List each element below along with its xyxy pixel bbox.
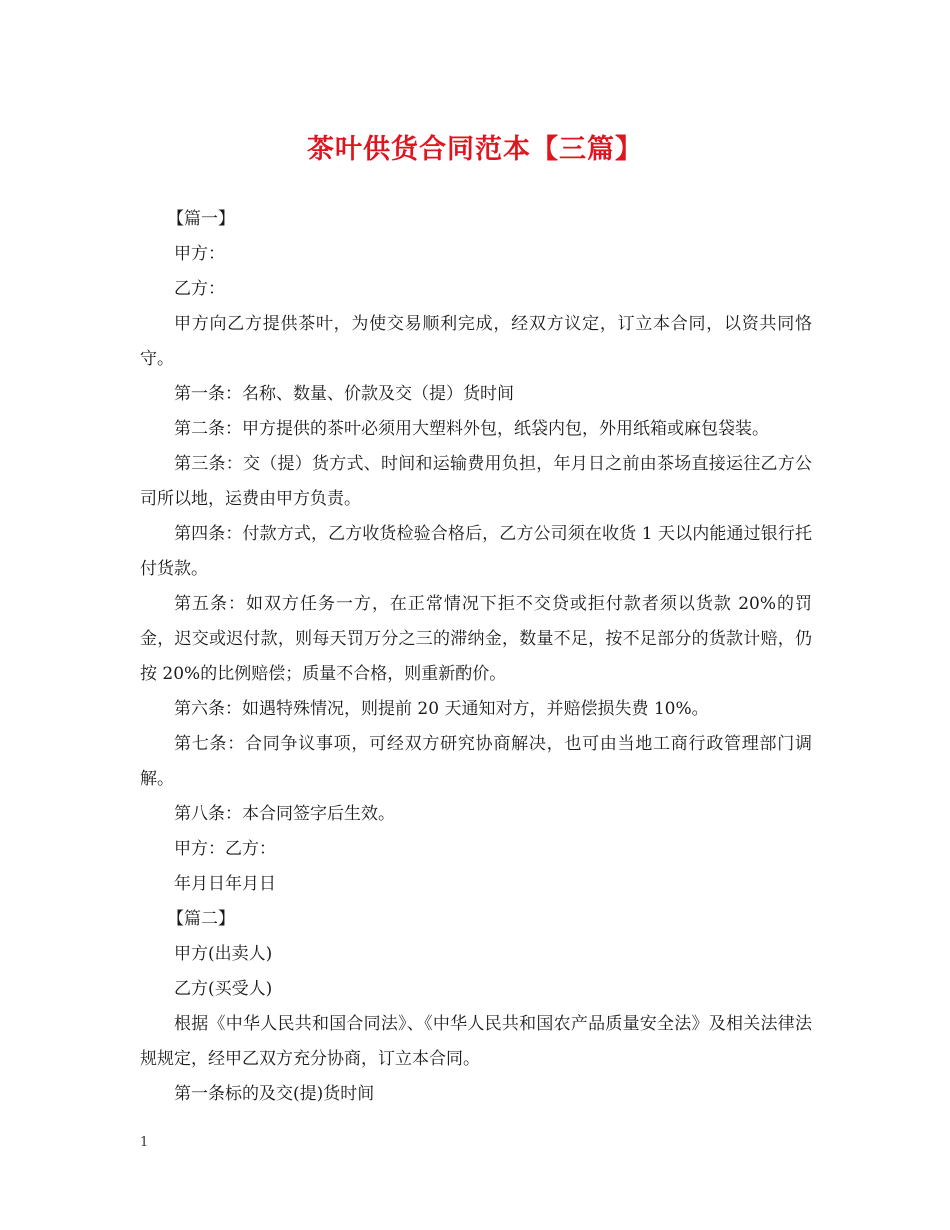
date-line: 年月日年月日 — [174, 874, 276, 894]
party-b-line: 乙方： — [174, 279, 225, 299]
signature-line: 甲方：乙方： — [174, 839, 276, 859]
page-number: 1 — [140, 1135, 149, 1150]
article-4: 第四条：付款方式，乙方收货检验合格后，乙方公司须在收货 1 天以内能通过银行托付货款。 — [140, 524, 812, 579]
article-2: 第二条：甲方提供的茶叶必须用大塑料外包，纸袋内包，外用纸箱或麻包袋装。 — [174, 419, 769, 439]
section-heading-1: 【篇一】 — [167, 209, 235, 229]
document-title: 茶叶供货合同范本【三篇】 — [307, 134, 643, 165]
section-heading-2: 【篇二】 — [167, 909, 235, 929]
article-6: 第六条：如遇特殊情况，则提前 20 天通知对方，并赔偿损失费 10%。 — [174, 699, 709, 719]
seller-line: 甲方(出卖人) — [174, 944, 273, 964]
party-a-line: 甲方： — [174, 244, 225, 264]
preamble-paragraph: 甲方向乙方提供茶叶，为使交易顺利完成，经双方议定，订立本合同，以资共同恪守。 — [140, 314, 812, 369]
article-1: 第一条：名称、数量、价款及交（提）货时间 — [174, 384, 514, 404]
article-1-section-2: 第一条标的及交(提)货时间 — [174, 1084, 375, 1104]
buyer-line: 乙方(买受人) — [174, 979, 273, 999]
document-body — [140, 202, 812, 1112]
article-8: 第八条：本合同签字后生效。 — [174, 804, 395, 824]
article-3: 第三条：交（提）货方式、时间和运输费用负担，年月日之前由茶场直接运往乙方公司所以地，运费由甲方负责。 — [140, 454, 812, 509]
article-7: 第七条：合同争议事项，可经双方研究协商解决，也可由当地工商行政管理部门调解。 — [140, 734, 812, 789]
article-5: 第五条：如双方任务一方，在正常情况下拒不交贷或拒付款者须以货款 20%的罚金，迟交或迟付款，则每天罚万分之三的滞纳金，数量不足，按不足部分的货款计赔，仍按 20%的比例赔偿；质量不合格，则重新酌价。 — [140, 594, 812, 684]
legal-basis-paragraph: 根据《中华人民共和国合同法》、《中华人民共和国农产品质量安全法》及相关法律法规规定，经甲乙双方充分协商，订立本合同。 — [140, 1014, 812, 1069]
